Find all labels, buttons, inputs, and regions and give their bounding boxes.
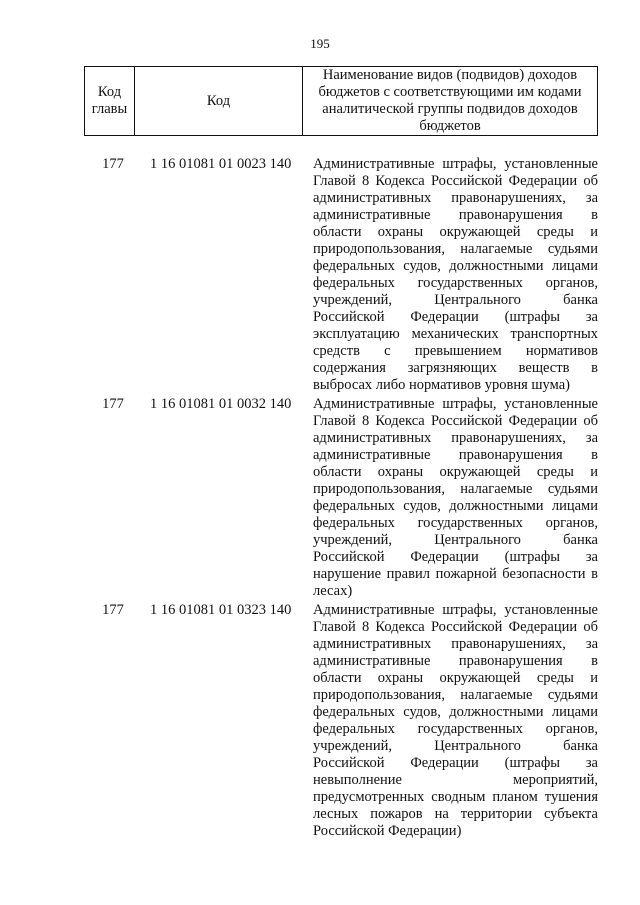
description-line: административные правонарушения в bbox=[313, 447, 598, 463]
header-code: Код bbox=[135, 67, 303, 136]
header-chapter-code: Код главы bbox=[85, 67, 135, 136]
description-line: федеральных государственных органов, bbox=[313, 275, 598, 291]
description-line: области охраны окружающей среды и bbox=[313, 670, 598, 686]
row-chapter-code: 177 bbox=[102, 602, 124, 618]
description-line: Главой 8 Кодекса Российской Федерации об bbox=[313, 173, 598, 189]
description-line: административные правонарушения в bbox=[313, 207, 598, 223]
row-description bbox=[313, 156, 598, 394]
description-line: федеральных судов, должностными лицами bbox=[313, 498, 598, 514]
description-line: Административные штрафы, установленные bbox=[313, 156, 598, 172]
description-line: Главой 8 Кодекса Российской Федерации об bbox=[313, 413, 598, 429]
description-line: Административные штрафы, установленные bbox=[313, 602, 598, 618]
description-line: предусмотренных сводным планом тушения bbox=[313, 789, 598, 805]
description-line: выбросах либо нормативов уровня шума) bbox=[313, 377, 570, 393]
description-line: учреждений, Центрального банка bbox=[313, 292, 598, 308]
description-line: содержания загрязняющих веществ в bbox=[313, 360, 598, 376]
table-body bbox=[84, 156, 598, 842]
row-description bbox=[313, 602, 598, 840]
description-line: области охраны окружающей среды и bbox=[313, 224, 598, 240]
description-line: Российской Федерации (штрафы за bbox=[313, 549, 598, 565]
row-chapter-code: 177 bbox=[102, 156, 124, 172]
table-row bbox=[84, 396, 598, 600]
description-line: средств с превышением нормативов bbox=[313, 343, 598, 359]
description-line: эксплуатацию механических транспортных bbox=[313, 326, 598, 342]
row-description bbox=[313, 396, 598, 600]
description-line: федеральных государственных органов, bbox=[313, 721, 598, 737]
description-line: Российской Федерации) bbox=[313, 823, 462, 839]
description-line: федеральных судов, должностными лицами bbox=[313, 704, 598, 720]
description-line: Российской Федерации (штрафы за bbox=[313, 309, 598, 325]
row-code: 1 16 01081 01 0323 140 bbox=[150, 602, 292, 618]
page-number: 195 bbox=[310, 36, 330, 51]
row-code: 1 16 01081 01 0023 140 bbox=[150, 156, 292, 172]
description-line: федеральных судов, должностными лицами bbox=[313, 258, 598, 274]
description-line: области охраны окружающей среды и bbox=[313, 464, 598, 480]
description-line: административных правонарушениях, за bbox=[313, 190, 598, 206]
description-line: Главой 8 Кодекса Российской Федерации об bbox=[313, 619, 598, 635]
description-line: нарушение правил пожарной безопасности в bbox=[313, 566, 598, 582]
description-line: природопользования, налагаемые судьями bbox=[313, 687, 598, 703]
table-row bbox=[84, 602, 598, 840]
header-name: Наименование видов (подвидов) доходов бюджетов с соответствующими им кодами аналитической группы подвидов доходов бюджетов bbox=[303, 67, 598, 136]
description-line: лесах) bbox=[313, 583, 353, 599]
description-line: Административные штрафы, установленные bbox=[313, 396, 598, 412]
table-header bbox=[84, 66, 598, 136]
description-line: учреждений, Центрального банка bbox=[313, 738, 598, 754]
description-line: природопользования, налагаемые судьями bbox=[313, 481, 598, 497]
description-line: административные правонарушения в bbox=[313, 653, 598, 669]
description-line: Российской Федерации (штрафы за bbox=[313, 755, 598, 771]
description-line: административных правонарушениях, за bbox=[313, 430, 598, 446]
description-line: природопользования, налагаемые судьями bbox=[313, 241, 598, 257]
table-row bbox=[84, 156, 598, 394]
description-line: учреждений, Центрального банка bbox=[313, 532, 598, 548]
description-line: лесных пожаров на территории субъекта bbox=[313, 806, 598, 822]
description-line: федеральных государственных органов, bbox=[313, 515, 598, 531]
description-line: невыполнение мероприятий, bbox=[313, 772, 598, 788]
row-chapter-code: 177 bbox=[102, 396, 124, 412]
row-code: 1 16 01081 01 0032 140 bbox=[150, 396, 292, 412]
description-line: административных правонарушениях, за bbox=[313, 636, 598, 652]
